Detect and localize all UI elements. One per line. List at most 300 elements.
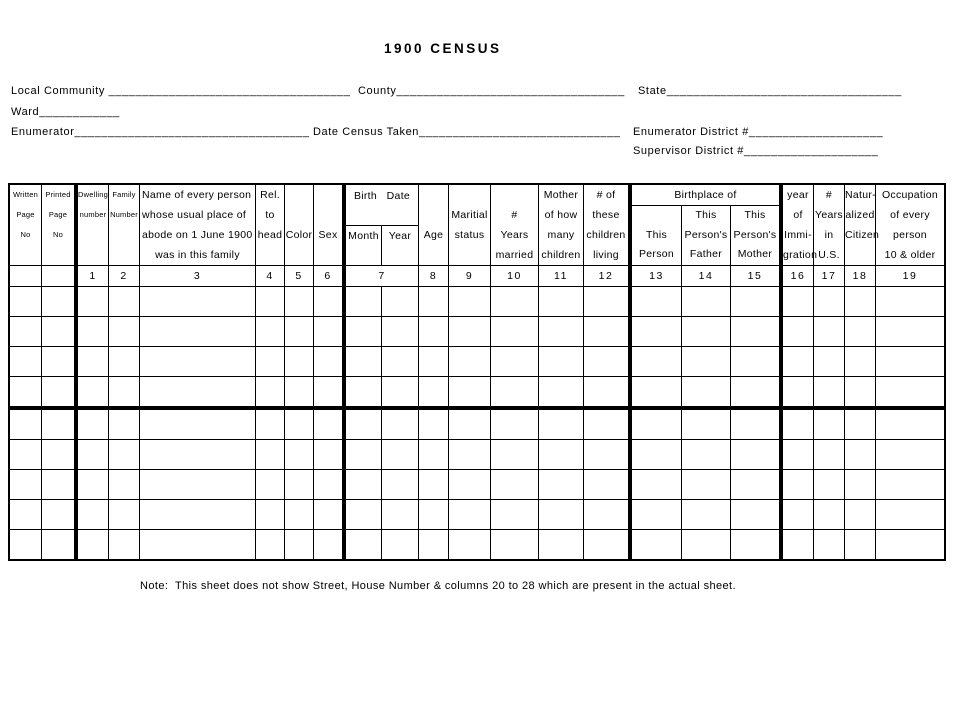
header-line: living (593, 249, 619, 261)
body-cell (256, 500, 285, 529)
header-line: Page (48, 210, 68, 219)
body-cell (584, 500, 632, 529)
body-cell (419, 347, 449, 376)
header-line: gration (783, 249, 818, 261)
body-cell (285, 410, 314, 439)
body-cell (10, 287, 42, 316)
body-cell (731, 347, 783, 376)
body-cell (731, 470, 783, 499)
body-cell (814, 470, 845, 499)
header-line: Printed (45, 190, 71, 199)
body-cell (814, 440, 845, 469)
body-cell (382, 470, 419, 499)
header-line: Person's (733, 228, 777, 241)
header-line: Father (689, 248, 723, 261)
body-cell (539, 440, 584, 469)
header-line (419, 185, 448, 205)
body-cell (140, 440, 256, 469)
header-cell-bp-father (682, 206, 731, 265)
body-cell (140, 287, 256, 316)
body-cell (539, 500, 584, 529)
table-row (10, 470, 944, 500)
supervisor-district-label: Supervisor District # (633, 145, 745, 157)
body-cell (10, 500, 42, 529)
body-cell (140, 347, 256, 376)
header-line: status (454, 229, 485, 241)
body-cell (346, 410, 382, 439)
body-cell (449, 317, 491, 346)
column-number-immigration: 16 (783, 266, 814, 286)
body-cell (419, 287, 449, 316)
header-line: of how (544, 209, 578, 221)
body-cell (382, 410, 419, 439)
body-cell (539, 377, 584, 406)
column-number-written-page (10, 266, 42, 286)
body-cell (449, 377, 491, 406)
body-cell (632, 287, 682, 316)
field-county (358, 85, 625, 97)
header-line: Person (638, 248, 675, 261)
body-cell (783, 347, 814, 376)
body-cell (419, 410, 449, 439)
body-cell (876, 470, 944, 499)
column-number-sex: 6 (314, 266, 346, 286)
column-number-name: 3 (140, 266, 256, 286)
header-line: many (547, 229, 575, 241)
body-cell (491, 287, 539, 316)
body-cell (78, 347, 109, 376)
body-cell (314, 470, 346, 499)
header-line (314, 245, 342, 265)
body-cell (876, 377, 944, 406)
header-group-birth-date (346, 185, 419, 265)
header-line: children (586, 229, 626, 241)
header-line: Age (423, 229, 444, 241)
body-cell (42, 410, 78, 439)
body-cell (78, 317, 109, 346)
body-cell (731, 287, 783, 316)
header-cell-bp-person (632, 206, 682, 265)
enumerator-district-line: ____________________ (748, 126, 884, 138)
body-cell (346, 530, 382, 559)
body-cell (78, 500, 109, 529)
body-cell (42, 530, 78, 559)
column-number-relation: 4 (256, 266, 285, 286)
header-line: number (79, 210, 107, 219)
body-cell (78, 287, 109, 316)
column-number-marital: 9 (449, 266, 491, 286)
body-cell (109, 440, 140, 469)
body-cell (783, 317, 814, 346)
body-cell (285, 287, 314, 316)
body-cell (140, 410, 256, 439)
header-line: head (257, 229, 283, 241)
header-line (419, 245, 448, 265)
header-line: No (20, 230, 31, 239)
body-cell (42, 377, 78, 406)
body-cell (314, 317, 346, 346)
column-number-bp-mother: 15 (731, 266, 783, 286)
body-cell (539, 287, 584, 316)
header-line: person (893, 229, 927, 241)
header-line: whose usual place of (142, 209, 247, 221)
column-number-bp-person: 13 (632, 266, 682, 286)
body-cell (10, 377, 42, 406)
body-cell (382, 530, 419, 559)
header-cell-age (419, 185, 449, 265)
body-cell (346, 347, 382, 376)
header-line: # (511, 209, 518, 221)
body-cell (632, 347, 682, 376)
header-cell-mother-children (539, 185, 584, 265)
body-cell (109, 410, 140, 439)
field-date-census-taken (313, 126, 621, 138)
header-line (78, 225, 108, 245)
body-cell (109, 470, 140, 499)
body-cell (449, 500, 491, 529)
body-cell (256, 347, 285, 376)
body-cell (632, 500, 682, 529)
body-cell (783, 530, 814, 559)
header-line: Dwelling (78, 190, 108, 199)
body-cell (491, 377, 539, 406)
body-cell (109, 347, 140, 376)
body-cell (731, 317, 783, 346)
body-cell (539, 470, 584, 499)
body-cell (10, 440, 42, 469)
table-row (10, 500, 944, 530)
field-enumerator (11, 126, 310, 138)
body-cell (419, 440, 449, 469)
body-cell (845, 317, 876, 346)
table-row (10, 530, 944, 559)
state-line: ___________________________________ (666, 85, 902, 97)
body-cell (78, 410, 109, 439)
header-cell-years-us (814, 185, 845, 265)
supervisor-district-line: ____________________ (744, 145, 879, 157)
header-cell-color (285, 185, 314, 265)
body-cell (783, 377, 814, 406)
header-line: Written (12, 190, 39, 199)
body-cell (10, 347, 42, 376)
body-cell (632, 530, 682, 559)
body-cell (584, 317, 632, 346)
body-cell (876, 317, 944, 346)
body-cell (682, 410, 731, 439)
header-line (449, 245, 490, 265)
header-line: these (592, 209, 620, 221)
body-cell (814, 530, 845, 559)
county-label: County (358, 85, 397, 97)
header-line: married (495, 249, 534, 261)
body-cell (382, 440, 419, 469)
body-cell (140, 500, 256, 529)
column-number-years-married: 10 (491, 266, 539, 286)
body-cell (10, 317, 42, 346)
state-label: State (638, 85, 667, 97)
body-cell (814, 500, 845, 529)
body-cell (491, 530, 539, 559)
column-number-dwelling: 1 (78, 266, 109, 286)
body-cell (845, 530, 876, 559)
header-line: Immi- (784, 229, 812, 241)
header-line: 10 & older (884, 249, 936, 261)
field-state (638, 85, 902, 97)
column-number-family: 2 (109, 266, 140, 286)
body-cell (285, 377, 314, 406)
body-cell (814, 287, 845, 316)
column-number-children-living: 12 (584, 266, 632, 286)
table-header-row (10, 185, 944, 266)
body-cell (382, 287, 419, 316)
header-line: was in this family (155, 249, 240, 261)
field-local-community (11, 85, 350, 97)
body-cell (109, 530, 140, 559)
field-supervisor-district (633, 145, 878, 157)
body-cell (109, 287, 140, 316)
body-cell (491, 317, 539, 346)
body-cell (449, 287, 491, 316)
body-cell (845, 377, 876, 406)
body-cell (584, 530, 632, 559)
body-cell (449, 410, 491, 439)
column-number-mother-children: 11 (539, 266, 584, 286)
body-cell (109, 500, 140, 529)
table-row (10, 317, 944, 347)
body-cell (256, 470, 285, 499)
header-line: Color (285, 229, 313, 241)
header-line (78, 245, 108, 265)
header-group-birthplace (632, 185, 783, 265)
body-cell (783, 440, 814, 469)
body-cell (584, 410, 632, 439)
body-cell (314, 440, 346, 469)
body-cell (140, 377, 256, 406)
header-line (845, 245, 875, 265)
header-subrow (632, 206, 779, 265)
body-cell (314, 347, 346, 376)
body-cell (78, 440, 109, 469)
body-cell (584, 287, 632, 316)
header-line: of (793, 209, 803, 221)
body-cell (449, 347, 491, 376)
body-cell (584, 347, 632, 376)
body-cell (731, 440, 783, 469)
body-cell (584, 440, 632, 469)
header-line (314, 185, 342, 205)
date-census-taken-line: ______________________________ (419, 126, 621, 138)
body-cell (256, 410, 285, 439)
body-cell (449, 440, 491, 469)
header-cell-bp-mother (731, 206, 779, 265)
body-cell (632, 317, 682, 346)
header-line: Years (500, 229, 529, 241)
header-line (285, 185, 313, 205)
body-cell (682, 317, 731, 346)
body-cell (845, 470, 876, 499)
header-line (109, 225, 139, 245)
body-cell (632, 410, 682, 439)
header-cell-years-married (491, 185, 539, 265)
header-cell-occupation (876, 185, 944, 265)
body-cell (539, 347, 584, 376)
header-line: abode on 1 June 1900 (142, 229, 253, 241)
date-census-taken-label: Date Census Taken (313, 126, 419, 138)
body-cell (285, 347, 314, 376)
header-line: alized (845, 209, 875, 221)
body-cell (314, 500, 346, 529)
header-line: Page (16, 210, 35, 219)
body-cell (382, 317, 419, 346)
column-number-bp-father: 14 (682, 266, 731, 286)
body-cell (285, 500, 314, 529)
table-row (10, 377, 944, 410)
header-line (449, 185, 490, 205)
header-cell-marital (449, 185, 491, 265)
body-cell (682, 530, 731, 559)
body-cell (731, 530, 783, 559)
header-cell-sex (314, 185, 346, 265)
body-cell (731, 410, 783, 439)
header-cell-immigration (783, 185, 818, 265)
body-cell (491, 410, 539, 439)
body-cell (876, 287, 944, 316)
page-title: 1900 CENSUS (384, 41, 502, 56)
header-cell-family (109, 185, 140, 265)
body-cell (42, 470, 78, 499)
header-line: # (825, 189, 833, 201)
header-line: of every (890, 209, 930, 221)
ward-line: ____________ (39, 106, 120, 118)
table-row (10, 440, 944, 470)
column-number-age: 8 (419, 266, 449, 286)
header-line: This (695, 209, 717, 221)
body-cell (256, 440, 285, 469)
body-cell (814, 377, 845, 406)
body-cell (682, 440, 731, 469)
body-cell (845, 287, 876, 316)
body-cell (783, 500, 814, 529)
column-number-citizen: 18 (845, 266, 876, 286)
body-cell (449, 530, 491, 559)
header-cell-name (140, 185, 256, 265)
header-line: year (787, 189, 809, 201)
column-number-row (10, 266, 944, 287)
body-cell (346, 317, 382, 346)
body-cell (876, 347, 944, 376)
header-line (285, 245, 313, 265)
body-cell (876, 440, 944, 469)
header-line: children (541, 249, 581, 261)
header-line: Mother (543, 189, 579, 201)
body-cell (814, 347, 845, 376)
header-line: Number (110, 210, 138, 219)
header-cell-relation (256, 185, 285, 265)
body-cell (419, 317, 449, 346)
enumerator-district-label: Enumerator District # (633, 126, 749, 138)
body-cell (382, 347, 419, 376)
header-cell-birth-year: Year (388, 230, 412, 242)
body-cell (314, 287, 346, 316)
body-cell (256, 377, 285, 406)
body-cell (876, 500, 944, 529)
body-cell (419, 470, 449, 499)
header-cell-citizen (845, 185, 880, 265)
header-line: Mother (737, 248, 773, 261)
body-cell (539, 317, 584, 346)
column-number-color: 5 (285, 266, 314, 286)
body-cell (419, 377, 449, 406)
enumerator-label: Enumerator (11, 126, 75, 138)
header-line (42, 245, 74, 265)
body-cell (449, 470, 491, 499)
header-cell-birthplace: Birthplace of (632, 185, 779, 206)
field-ward (11, 106, 120, 118)
body-cell (140, 530, 256, 559)
body-cell (346, 470, 382, 499)
table-row (10, 410, 944, 440)
census-table (8, 183, 946, 561)
header-line (109, 245, 139, 265)
column-number-printed-page (42, 266, 78, 286)
body-cell (78, 530, 109, 559)
body-cell (632, 470, 682, 499)
header-line: in (824, 229, 834, 241)
body-cell (42, 500, 78, 529)
body-cell (731, 377, 783, 406)
column-number-occupation: 19 (902, 270, 918, 282)
enumerator-line: ___________________________________ (74, 126, 310, 138)
body-cell (42, 440, 78, 469)
body-cell (78, 377, 109, 406)
header-line (314, 205, 342, 225)
body-cell (314, 377, 346, 406)
header-cell-birth-month: Month (346, 226, 382, 265)
header-line: Person's (684, 228, 728, 241)
county-line: __________________________________ (396, 85, 625, 97)
body-cell (346, 500, 382, 529)
body-cell (10, 530, 42, 559)
header-line: No (53, 230, 63, 239)
header-line: Maritial (451, 209, 488, 221)
header-line: # of (596, 189, 616, 201)
body-cell (876, 530, 944, 559)
body-cell (285, 317, 314, 346)
body-cell (682, 500, 731, 529)
body-cell (109, 317, 140, 346)
header-line: Sex (318, 229, 338, 241)
body-cell (285, 470, 314, 499)
body-cell (314, 410, 346, 439)
body-cell (845, 500, 876, 529)
body-cell (42, 317, 78, 346)
footnote: Note: This sheet does not show Street, House Number & columns 20 to 28 which are present in the actual sheet. (140, 580, 736, 592)
header-line: Natur- (845, 189, 876, 201)
field-enumerator-district (633, 126, 883, 138)
body-cell (539, 410, 584, 439)
column-number-birth-date: 7 (346, 266, 419, 286)
body-cell (783, 470, 814, 499)
header-cell-printed-page (42, 185, 78, 265)
header-line: This (744, 209, 766, 221)
body-cell (346, 287, 382, 316)
header-subrow (346, 226, 418, 265)
header-line: Family (112, 190, 136, 199)
header-line (632, 206, 681, 226)
body-cell (632, 377, 682, 406)
header-line: This (645, 228, 668, 241)
body-cell (285, 530, 314, 559)
